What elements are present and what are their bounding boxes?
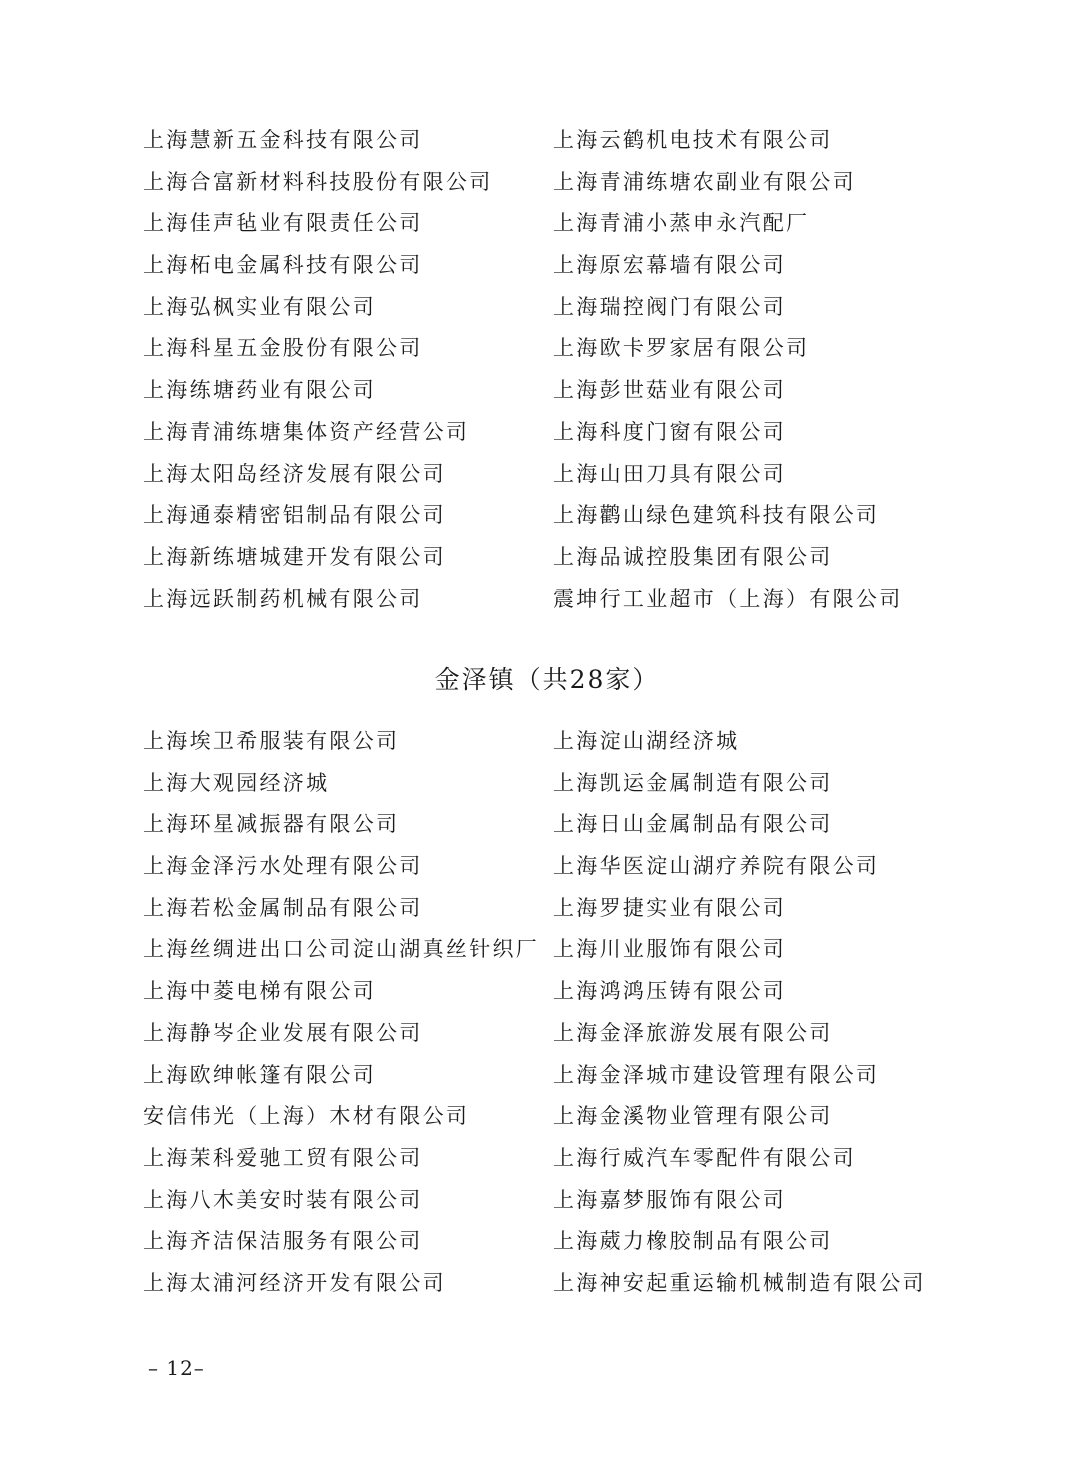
- company-name: 上海葳力橡胶制品有限公司: [553, 1229, 833, 1254]
- company-name: 上海金泽城市建设管理有限公司: [553, 1062, 880, 1087]
- company-name: 上海练塘药业有限公司: [143, 378, 376, 403]
- company-list-bottom: [143, 721, 943, 1305]
- company-name: 上海彭世菇业有限公司: [553, 378, 786, 403]
- company-name: 上海罗捷实业有限公司: [553, 895, 786, 920]
- company-name: 上海嘉梦服饰有限公司: [553, 1187, 786, 1212]
- company-name: 震坤行工业超市（上海）有限公司: [553, 586, 903, 611]
- company-name: 上海静岑企业发展有限公司: [143, 1020, 423, 1045]
- company-name: 上海欧绅帐篷有限公司: [143, 1062, 376, 1087]
- company-name: 安信伟光（上海）木材有限公司: [143, 1104, 470, 1129]
- company-name: 上海云鹤机电技术有限公司: [553, 128, 833, 152]
- company-name: 上海柘电金属科技有限公司: [143, 253, 423, 278]
- company-name: 上海科度门窗有限公司: [553, 419, 786, 444]
- company-name: 上海大观园经济城: [143, 770, 330, 795]
- company-name: 上海淀山湖经济城: [553, 729, 740, 753]
- company-name: 上海佳声毡业有限责任公司: [143, 211, 423, 236]
- company-name: 上海八木美安时装有限公司: [143, 1187, 423, 1212]
- company-name: 上海瑞控阀门有限公司: [553, 294, 786, 319]
- company-name: 上海神安起重运输机械制造有限公司: [553, 1270, 926, 1295]
- company-name: 上海鹳山绿色建筑科技有限公司: [553, 503, 880, 528]
- page-number: – 12–: [148, 1356, 205, 1380]
- company-name: 上海若松金属制品有限公司: [143, 895, 423, 920]
- company-list-top: [143, 120, 943, 620]
- company-name: 上海金泽污水处理有限公司: [143, 854, 423, 879]
- company-name: 上海鸿鸿压铸有限公司: [553, 979, 786, 1004]
- company-name: 上海齐洁保洁服务有限公司: [143, 1229, 423, 1254]
- company-name: 上海远跃制药机械有限公司: [143, 586, 423, 611]
- company-name: 上海慧新五金科技有限公司: [143, 128, 423, 152]
- company-name: 上海金溪物业管理有限公司: [553, 1104, 833, 1129]
- company-name: 上海埃卫希服装有限公司: [143, 729, 400, 753]
- company-name: 上海金泽旅游发展有限公司: [553, 1020, 833, 1045]
- company-name: 上海凯运金属制造有限公司: [553, 770, 833, 795]
- company-name: 上海合富新材料科技股份有限公司: [143, 169, 493, 194]
- company-name: 上海品诚控股集团有限公司: [553, 544, 833, 569]
- company-name: 上海太阳岛经济发展有限公司: [143, 461, 446, 486]
- company-name: 上海环星减振器有限公司: [143, 812, 400, 837]
- company-name: 上海中菱电梯有限公司: [143, 979, 376, 1004]
- company-name: 上海原宏幕墙有限公司: [553, 253, 786, 278]
- section-title: 金泽镇（共28家）: [434, 665, 660, 694]
- company-name: 上海行威汽车零配件有限公司: [553, 1145, 856, 1170]
- company-name: 上海丝绸进出口公司淀山湖真丝针织厂: [143, 937, 540, 962]
- company-name: 上海弘枫实业有限公司: [143, 294, 376, 319]
- company-name: 上海青浦小蒸申永汽配厂: [553, 211, 810, 236]
- company-name: 上海太浦河经济开发有限公司: [143, 1270, 446, 1295]
- company-name: 上海茉科爱驰工贸有限公司: [143, 1145, 423, 1170]
- company-name: 上海欧卡罗家居有限公司: [553, 336, 810, 361]
- company-name: 上海山田刀具有限公司: [553, 461, 786, 486]
- company-name: 上海科星五金股份有限公司: [143, 336, 423, 361]
- company-name: 上海通泰精密铝制品有限公司: [143, 503, 446, 528]
- company-name: 上海川业服饰有限公司: [553, 937, 786, 962]
- company-name: 上海青浦练塘农副业有限公司: [553, 169, 856, 194]
- company-name: 上海日山金属制品有限公司: [553, 812, 833, 837]
- company-name: 上海新练塘城建开发有限公司: [143, 544, 446, 569]
- company-name: 上海青浦练塘集体资产经营公司: [143, 419, 470, 444]
- company-name: 上海华医淀山湖疗养院有限公司: [553, 854, 880, 879]
